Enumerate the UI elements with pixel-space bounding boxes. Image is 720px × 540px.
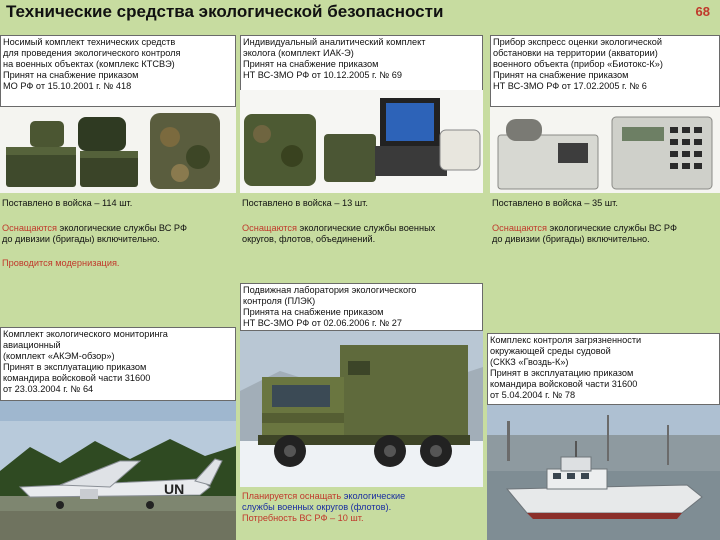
equip-text: до дивизии (бригады) включительно. (492, 234, 650, 244)
ktsve-desc-line: Принят на снабжение приказом (3, 70, 139, 80)
slide-title: Технические средства экологической безопасности (6, 2, 444, 21)
plek-desc-line: Принята на снабжение приказом (243, 307, 384, 317)
iak-desc-line: эколога (комплект ИАК-Э) (243, 48, 354, 58)
akem-description (0, 327, 236, 401)
biotoks-desc-line: Прибор экспресс оценки экологической (493, 37, 663, 47)
plan-verb: Планируется оснащать (242, 491, 342, 501)
ktsve-equipped (2, 223, 238, 245)
aircraft-marking: UN (164, 481, 185, 497)
skkz-description (487, 333, 720, 405)
equip-text: экологические службы ВС РФ (546, 223, 677, 233)
akem-desc-line: командира войсковой части 31600 (3, 373, 151, 383)
plek-plan (242, 491, 482, 524)
skkz-desc-line: (СККЗ «Гвоздь-К») (490, 357, 569, 367)
ktsve-desc-line: для проведения экологического контроля (3, 48, 181, 58)
ktsve-desc-line: Носимый комплект технических средств (3, 37, 176, 47)
biotoks-description (490, 35, 720, 107)
plek-desc-line: Подвижная лаборатория экологического (243, 285, 417, 295)
biotoks-photo (490, 107, 720, 193)
biotoks-desc-line: военного объекта (прибор «Биотокс-К») (493, 59, 663, 69)
ktsve-desc-line: МО РФ от 15.10.2001 г. № 418 (3, 81, 132, 91)
equip-verb: Оснащаются (242, 223, 297, 233)
akem-desc-line: авиационный (3, 340, 61, 350)
iak-delivered: Поставлено в войска – 13 шт. (242, 198, 368, 208)
skkz-desc-line: Комплекс контроля загрязненности (490, 335, 642, 345)
equip-text: экологические службы ВС РФ (56, 223, 187, 233)
biotoks-photo-panel (490, 107, 720, 193)
iak-equipped (242, 223, 485, 245)
equip-verb: Оснащаются (492, 223, 547, 233)
plek-description (240, 283, 483, 331)
plek-truck-photo (240, 331, 483, 487)
plan-text: экологические (341, 491, 406, 501)
akem-desc-line: Комплект экологического мониторинга (3, 329, 168, 339)
equip-verb: Оснащаются (2, 223, 57, 233)
plan-text: службы военных округов (флотов). (242, 502, 392, 512)
biotoks-desc-line: НТ ВС-ЗМО РФ от 17.02.2005 г. № 6 (493, 81, 647, 91)
equip-text: экологические службы военных (296, 223, 436, 233)
biotoks-delivered: Поставлено в войска – 35 шт. (492, 198, 618, 208)
akem-desc-line: от 23.03.2004 г. № 64 (3, 384, 94, 394)
akem-desc-line: (комплект «АКЭМ-обзор») (3, 351, 115, 361)
ktsve-photo-panel (0, 107, 236, 193)
modernization-note: Проводится модернизация. (2, 258, 120, 268)
ktsve-desc-line: на военных объектах (комплекс КТСВЭ) (3, 59, 175, 69)
biotoks-equipped (492, 223, 720, 245)
iak-desc-line: НТ ВС-ЗМО РФ от 10.12.2005 г. № 69 (243, 70, 402, 80)
skkz-desc-line: командира войсковой части 31600 (490, 379, 638, 389)
ktsve-delivered: Поставлено в войска – 114 шт. (2, 198, 133, 208)
iak-desc-line: Индивидуальный аналитический комплект (243, 37, 426, 47)
ktsve-photo (0, 107, 236, 193)
iak-photo-panel (240, 90, 483, 193)
biotoks-desc-line: обстановки на территории (акватории) (493, 48, 658, 58)
page-number: 68 (695, 4, 710, 19)
equip-text: до дивизии (бригады) включительно. (2, 234, 160, 244)
iak-photo (240, 90, 483, 193)
ktsve-description (0, 35, 236, 107)
iak-desc-line: Принят на снабжение приказом (243, 59, 379, 69)
akem-desc-line: Принят в эксплуатацию приказом (3, 362, 147, 372)
skkz-desc-line: от 5.04.2004 г. № 78 (490, 390, 576, 400)
biotoks-desc-line: Принят на снабжение приказом (493, 70, 629, 80)
plek-need: Потребность ВС РФ – 10 шт. (242, 513, 364, 523)
equip-text: округов, флотов, объединений. (242, 234, 376, 244)
skkz-desc-line: окружающей среды судовой (490, 346, 611, 356)
plek-desc-line: НТ ВС-ЗМО РФ от 02.06.2006 г. № 27 (243, 318, 402, 328)
skkz-ship-photo (487, 405, 720, 540)
akem-aircraft-photo (0, 401, 236, 540)
skkz-desc-line: Принят в эксплуатацию приказом (490, 368, 634, 378)
plek-desc-line: контроля (ПЛЭК) (243, 296, 316, 306)
